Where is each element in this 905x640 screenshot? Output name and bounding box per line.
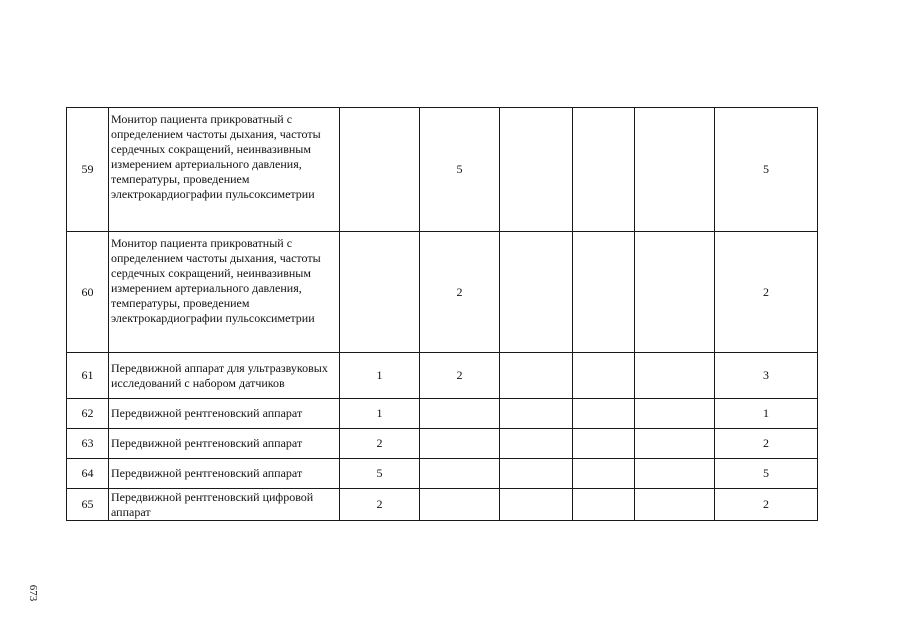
quantity-cell	[420, 399, 500, 429]
table-row	[67, 399, 818, 429]
table-row	[67, 232, 818, 353]
equipment-name: Передвижной рентгеновский аппарат	[109, 459, 340, 489]
page-number: 673	[27, 584, 39, 602]
quantity-cell	[635, 399, 715, 429]
quantity-cell	[573, 353, 635, 399]
total-cell: 5	[715, 108, 818, 232]
row-number: 59	[67, 108, 109, 232]
quantity-cell	[635, 429, 715, 459]
quantity-cell	[573, 489, 635, 521]
row-number: 64	[67, 459, 109, 489]
quantity-cell	[420, 429, 500, 459]
quantity-cell: 2	[340, 489, 420, 521]
quantity-cell	[573, 429, 635, 459]
quantity-cell	[635, 232, 715, 353]
quantity-cell	[635, 459, 715, 489]
quantity-cell	[635, 108, 715, 232]
table-row	[67, 489, 818, 521]
quantity-cell	[340, 108, 420, 232]
quantity-cell: 1	[340, 399, 420, 429]
equipment-table	[66, 107, 818, 521]
quantity-cell: 5	[420, 108, 500, 232]
quantity-cell	[573, 399, 635, 429]
total-cell: 2	[715, 232, 818, 353]
row-number: 63	[67, 429, 109, 459]
quantity-cell	[420, 459, 500, 489]
total-cell: 2	[715, 429, 818, 459]
quantity-cell: 5	[340, 459, 420, 489]
quantity-cell	[500, 108, 573, 232]
quantity-cell	[500, 489, 573, 521]
quantity-cell	[340, 232, 420, 353]
row-number: 60	[67, 232, 109, 353]
quantity-cell	[500, 459, 573, 489]
quantity-cell	[500, 232, 573, 353]
table-row	[67, 353, 818, 399]
quantity-cell: 2	[340, 429, 420, 459]
equipment-name: Передвижной аппарат для ультразвуковых исследований с набором датчиков	[109, 353, 340, 399]
quantity-cell	[573, 108, 635, 232]
quantity-cell	[635, 353, 715, 399]
row-number: 65	[67, 489, 109, 521]
row-number: 61	[67, 353, 109, 399]
total-cell: 1	[715, 399, 818, 429]
quantity-cell	[500, 429, 573, 459]
equipment-name: Монитор пациента прикроватный с определением частоты дыхания, частоты сердечных сокращений, неинвазивным измерением артериального давления, температуры, проведением электрокардиографии пульсоксиметрии	[109, 232, 340, 353]
quantity-cell	[573, 459, 635, 489]
quantity-cell	[500, 353, 573, 399]
quantity-cell	[420, 489, 500, 521]
equipment-name: Передвижной рентгеновский цифровой аппарат	[109, 489, 340, 521]
equipment-name: Передвижной рентгеновский аппарат	[109, 429, 340, 459]
equipment-name: Монитор пациента прикроватный с определением частоты дыхания, частоты сердечных сокращений, неинвазивным измерением артериального давления, температуры, проведением электрокардиографии пульсоксиметрии	[109, 108, 340, 232]
quantity-cell	[635, 489, 715, 521]
quantity-cell: 1	[340, 353, 420, 399]
quantity-cell	[500, 399, 573, 429]
quantity-cell: 2	[420, 232, 500, 353]
total-cell: 3	[715, 353, 818, 399]
total-cell: 2	[715, 489, 818, 521]
quantity-cell	[573, 232, 635, 353]
table-row	[67, 108, 818, 232]
table-row	[67, 429, 818, 459]
total-cell: 5	[715, 459, 818, 489]
row-number: 62	[67, 399, 109, 429]
table-row	[67, 459, 818, 489]
equipment-name: Передвижной рентгеновский аппарат	[109, 399, 340, 429]
quantity-cell: 2	[420, 353, 500, 399]
